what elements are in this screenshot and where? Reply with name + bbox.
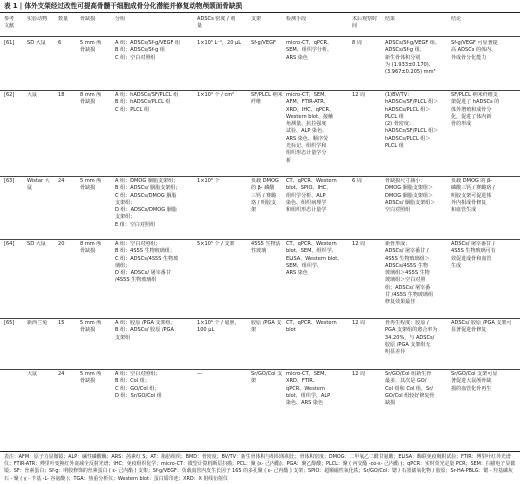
table-cell-conclusion: SF/PLCL 纳米纤维支 架促进了 hADSCs 的 体外增殖和成骨分 化，促进了体内新 骨的形成 [451, 92, 500, 128]
header-cell: 实验动物 [27, 16, 48, 22]
table-cell-result: 骨再生程度：胶原 / PGA 支架组的愈合率为 34.20%，与 ADSCs/ 胶原 /PGA 支架组无 明显差异 [385, 320, 438, 356]
table-cell-defect: 5 mm 颅 骨缺损 [80, 40, 102, 54]
header-rule [0, 36, 520, 37]
table-cell-scaffold: Sr/GO/Col 支 架 [251, 371, 283, 385]
table-cell-result: Sr/GO/Col 组新生骨 最多，其次是 GO/ Col 组和 Col 组，Sr/ GO/Col 组较好修复骨 缺损 [385, 371, 435, 407]
table-cell-ref: [61] [4, 40, 15, 46]
table-cell-time: 8 周 [352, 40, 362, 46]
table-cell-result: (1)BV/TV： hADSCs/SF/PLCL 组＞ hADSCs/PLCL 组＞ PLCL 组 (2) 骨密度： hADSCs/SF/PLCL 组＞ hADSCs/PLCL 组＞ PLCL 组 [385, 92, 439, 150]
table-cell-animal: 大鼠 [27, 371, 38, 377]
table-cell-count: 24 [58, 178, 65, 184]
table-title: 表 1 | 体外支架经过改性可提高骨髓干细胞成骨分化潜能并修复动物颅颌面骨缺损 [4, 2, 243, 10]
bottom-rule [0, 451, 520, 452]
table-cell-density: 5×10⁵ 个 / 支架 [197, 241, 235, 247]
header-cell: 骨缺损 [80, 16, 96, 22]
header-cell: 结果 [385, 16, 396, 22]
table-cell-time: 12 周 [352, 371, 366, 377]
table-cell-result: ADSCs/Sf-g/VEGF 组、 ADSCs/Sf-g 组、 新生骨体积分别 为 (1.933±0.170)、 (3.967±0.205) mm³ [385, 40, 440, 76]
table-cell-density: 1×10⁴ 个 / cm² [197, 92, 235, 98]
table-cell-methods: CT、qPCR、Western blot、SEM、组织学、 ELISA、Western blot、 SEM、组织学、 ARS 染色 [286, 241, 343, 277]
table-cell-count: 6 [58, 40, 62, 46]
table-cell-conclusion: Sr/GO/Col 支架可显 著促进大鼠颅骨缺 损的血管化骨再生 [451, 371, 498, 392]
table-cell-time: 6 周 [352, 178, 362, 184]
table-cell-ref: [65] [4, 320, 15, 326]
table-cell-scaffold: 45S5 生物活 性玻璃 [251, 241, 281, 255]
table-cell-methods: micro-CT、qPCR、 SEM、组织学分析、 ARS 染色 [286, 40, 333, 61]
row-rule [0, 318, 520, 319]
table-cell-time: 12 周 [352, 92, 366, 98]
table-cell-ref: [63] [4, 178, 15, 184]
table-cell-density: — [197, 371, 203, 377]
table-cell-conclusion: Sf-g/VEGF 可显著提 高 ADSCs 的体内、 外成骨分化能力 [451, 40, 498, 61]
header-cell: 参考 文献 [4, 16, 15, 30]
table-cell-groups: A 组：空白对照组； B 组：Col 组； C 组：GO/Col 组； D 组：Sr/GO/Col 组 [115, 371, 162, 399]
table-cell-groups: A 组：DMOG 胭脂支架组； B 组：ADSCs/ 胭脂支架组； C 组：ADSCs/DMOG 胭脂 支架组； D 组：ADSCs/DMOG 胭脂 支架组； E 组：空白对照组 [115, 178, 181, 228]
table-cell-groups: A 组：ADSCs/Sf-g/VEGF 组 B 组：ADSCs/Sf-g 组 C 组：空白对照组 [115, 40, 181, 61]
table-cell-groups: A 组：空白对照组； B 组：4S5S 生物玻璃组； C 组：ADSCs/4S5S 生物玻 璃组； D 组：ADSCs/ 屠宰番甘 /4S5S 生物玻璃组 [115, 241, 179, 284]
table-cell-defect: 5 mm 颅 骨缺损 [80, 371, 102, 385]
table-cell-conclusion: 负载 DMOG 的 β- 磷酸三钙 / 赛璐珞 / 明胶支架可促进体 外内相成骨修复 和血管生成 [451, 178, 495, 214]
header-cell: 数量 [58, 16, 69, 22]
table-cell-groups: A 组：胶原 /PGA 支架组； B 组：ADSCs/ 胶原 /PGA 支架组 [115, 320, 176, 341]
table-cell-result: 新骨形成： ADSCs/ 屠宰番甘 / 4S5S 生物玻璃组＞ ADSCs/4S5S 生物 玻璃组＞4S5S 生物 玻璃组＞空白对照 组；ADSCs/ 屠宰番 甘 /4S5S 生物玻璃组 修复效果最佳 [385, 241, 434, 306]
table-cell-scaffold: SF/PLCL 纳米 纤维 [251, 92, 283, 106]
header-cell: ADSCs 密度 / 剂 量 [197, 16, 236, 30]
table-cell-count: 20 [58, 241, 65, 247]
table-cell-count: 24 [58, 371, 65, 377]
table-cell-result: 骨缺损尺寸减小： DMOG 胭脂支架组＞ DMOG 胭脂支架组＞ ADSCs/ 胭脂支架组＞ 空白对照组 [385, 178, 436, 214]
row-rule [0, 176, 520, 177]
header-cell: 分组 [115, 16, 126, 22]
table-cell-methods: micro-CT、SEM、 XRD、FTIR、 qPCR、Western blot、组织学、ALP 染色、ARS 染色 [286, 371, 331, 407]
table-cell-animal: SD 大鼠 [27, 40, 46, 46]
header-cell: 检测手段 [286, 16, 307, 22]
table-cell-count: 18 [58, 92, 65, 98]
table-cell-scaffold: 胶原 /PGA 支 架 [251, 320, 282, 334]
row-rule [0, 239, 520, 240]
table-cell-groups: A 组：hADSCs/SF/PLCL 组 B 组：hADSCs/PLCL 组 C 组：PLCL 组 [115, 92, 179, 113]
table-footnote: 表注：AFM：原子力显微镜；ALP：碱性磷酸酶；ARS：茜素红 S；AT：脂肪组织；BMD：骨密度；BV/TV：新生骨体积与组织体积比；骨体积密度；DMOG：二甲氧乙二酰甘氨酸；ELISA：酶联免疫吸附试验；FTIR：傅里叶红外光谱仪；FTIR-ATR：傅里叶变换红外衰减全反射光谱；IHC：免疫组织化学；micro-CT：微型计算机断层扫描；PCL：聚 (ε- 己内酯)；PGA：聚乙醇酸；PLCL：聚 ( 丙交酯 -co-ε- 己内酯 )；qPCR：实时荧光定量 PCR；SEM：扫描电子显微镜；SF：丝素蛋白；Sf-g：明胶修饰的丝素蛋白 ( ε- 己内酯 ) 支架；Sf-g/VEGF：负载血管内皮生长因子 165 的多孔聚 ( ε- 己内酯 ) 支架；SPIO：超顺磁性氧化铁；Sr/GO/Col：锶 / 石墨烯氧化物 / 胶原；Sr-HA-PBLG：锶 - 羟基磷灰石 - 聚 ( γ - 苄基 -L- 谷氨酸 )；TGA：热重分析仪；Western blot：蛋白质印迹；XRD：X 射线衍射仪 [4, 454, 516, 482]
table-cell-scaffold: 负载 DMOG 的 β- 磷酸 三钙 / 赛璐 珞 / 明胶支 架 [251, 178, 279, 214]
header-cell: 支架 [251, 16, 262, 22]
table-cell-ref [4, 371, 26, 448]
table-cell-density: 1×10⁶ 个 [197, 178, 220, 184]
table-cell-density: 1×10⁵ L⁻¹，20 μL [197, 40, 242, 46]
table-cell-scaffold: Sf-g/VEGF [251, 40, 276, 46]
table-cell-ref: [62] [4, 92, 15, 98]
table-cell-animal: 新西兰兔 [27, 320, 48, 326]
header-cell: 结论 [451, 16, 462, 22]
table-cell-animal: 大鼠 [27, 92, 38, 98]
table-cell-ref: [64] [4, 241, 15, 247]
table-cell-time: 12 周 [352, 241, 366, 247]
table-cell-methods: CT、qPCR、Western blot、SPIO、IHC、 组织学分析、ALP 染色、组织病理学 和组织形态计量学 [286, 178, 337, 214]
top-rule [0, 12, 520, 13]
table-cell-time: 12 周 [352, 320, 366, 326]
table-cell-methods: micro-CT、SEM、 AFM、FTIR-ATR、 XRD、IHC、qPCR、 Western blot、接触 角测量、抗拉强度 试验、ALP 染色、 ARS 染色、顺序荧 光标记、组织学和 组织形态计量学分 析 [286, 92, 335, 164]
table-cell-count: 15 [58, 320, 65, 326]
table-cell-conclusion: ADSCs/ 胶原 /PGA 支架可 显著促进骨修复 [451, 320, 512, 334]
table-cell-animal: Wistar 大 鼠 [27, 178, 50, 192]
table-cell-defect: 8 mm 颅 骨缺损 [80, 241, 102, 255]
table-cell-defect: 5 mm 颅 骨缺损 [80, 178, 102, 192]
table-cell-defect: 5 mm 颅 骨缺损 [80, 320, 102, 334]
table-cell-density: 1×10⁶ 个 / 毫胆， 100 μL [197, 320, 240, 334]
header-cell: 术后观察时 间 [352, 16, 378, 30]
row-rule [0, 90, 520, 91]
table-cell-methods: CT、qPCR、Western blot [286, 320, 337, 334]
table-cell-animal: SD 大鼠 [27, 241, 46, 247]
table-cell-conclusion: ADSCs/ 屠宰番甘 / 4S5S 生物玻璃可有 效促进成骨和血管 生成 [451, 241, 496, 269]
row-rule [0, 369, 520, 370]
table-cell-defect: 8 mm 颅 骨缺损 [80, 92, 102, 106]
